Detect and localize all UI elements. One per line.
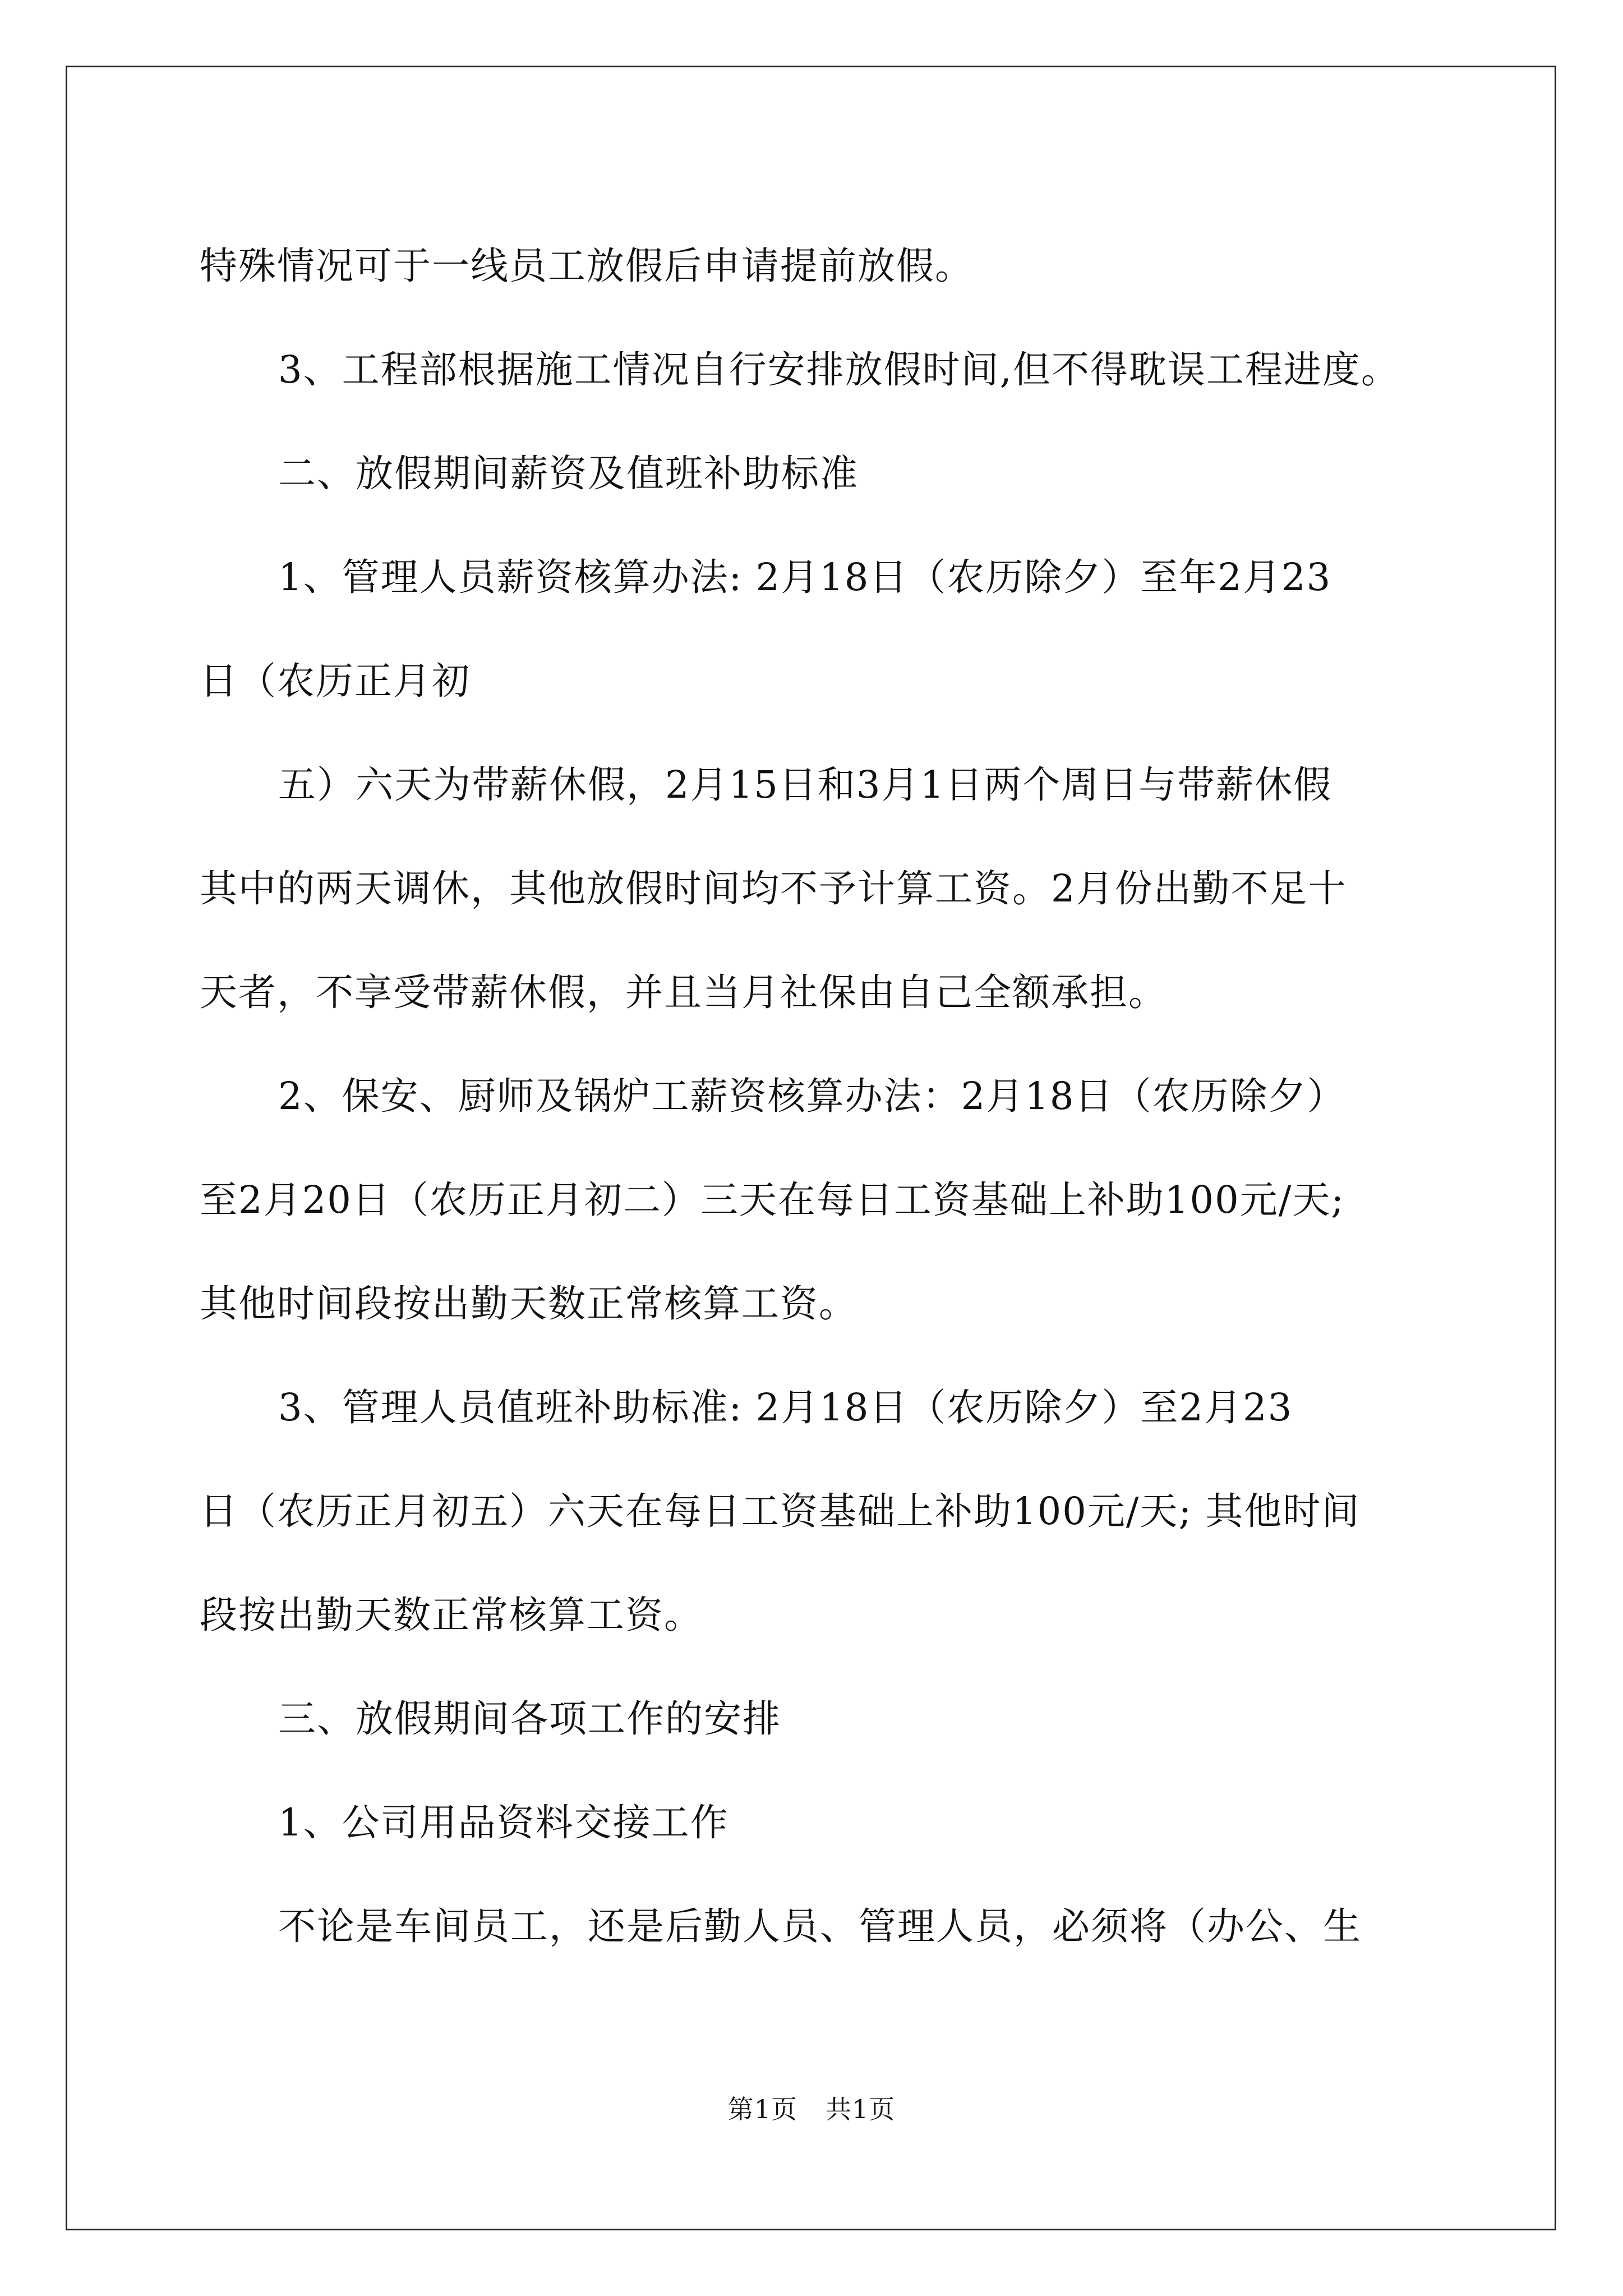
page-number: 第1页 <box>727 2094 797 2124</box>
text-line: 3、工程部根据施工情况自行安排放假时间,但不得耽误工程进度。 <box>278 348 1400 392</box>
text-line: 1、公司用品资料交接工作 <box>278 1801 729 1844</box>
text-line: 五）六天为带薪休假，2月15日和3月1日两个周日与带薪休假 <box>278 763 1332 807</box>
text-line: 其中的两天调休，其他放假时间均不予计算工资。2月份出勤不足十 <box>200 867 1347 910</box>
text-line: 2、保安、厨师及锅炉工薪资核算办法：2月18日（农历除夕） <box>278 1074 1346 1118</box>
text-line: 段按出勤天数正常核算工资。 <box>200 1593 703 1637</box>
text-line: 至2月20日（农历正月初二）三天在每日工资基础上补助100元/天; <box>200 1178 1345 1222</box>
text-line: 其他时间段按出勤天数正常核算工资。 <box>200 1282 857 1326</box>
section-heading: 二、放假期间薪资及值班补助标准 <box>278 452 859 495</box>
text-line: 天者，不享受带薪休假，并且当月社保由自己全额承担。 <box>200 970 1167 1014</box>
text-line: 不论是车间员工，还是后勤人员、管理人员，必须将（办公、生 <box>278 1904 1362 1948</box>
page-footer <box>0 2092 1623 2126</box>
text-line: 1、管理人员薪资核算办法: 2月18日（农历除夕）至年2月23 <box>278 555 1332 599</box>
text-line: 3、管理人员值班补助标准: 2月18日（农历除夕）至2月23 <box>278 1386 1293 1429</box>
text-line: 日（农历正月初 <box>200 659 471 703</box>
section-heading: 三、放假期间各项工作的安排 <box>278 1697 781 1741</box>
document-body <box>200 214 1433 1978</box>
text-line: 特殊情况可于一线员工放假后申请提前放假。 <box>200 244 974 288</box>
page-total: 共1页 <box>826 2094 896 2124</box>
text-line: 日（农历正月初五）六天在每日工资基础上补助100元/天; 其他时间 <box>200 1489 1361 1533</box>
